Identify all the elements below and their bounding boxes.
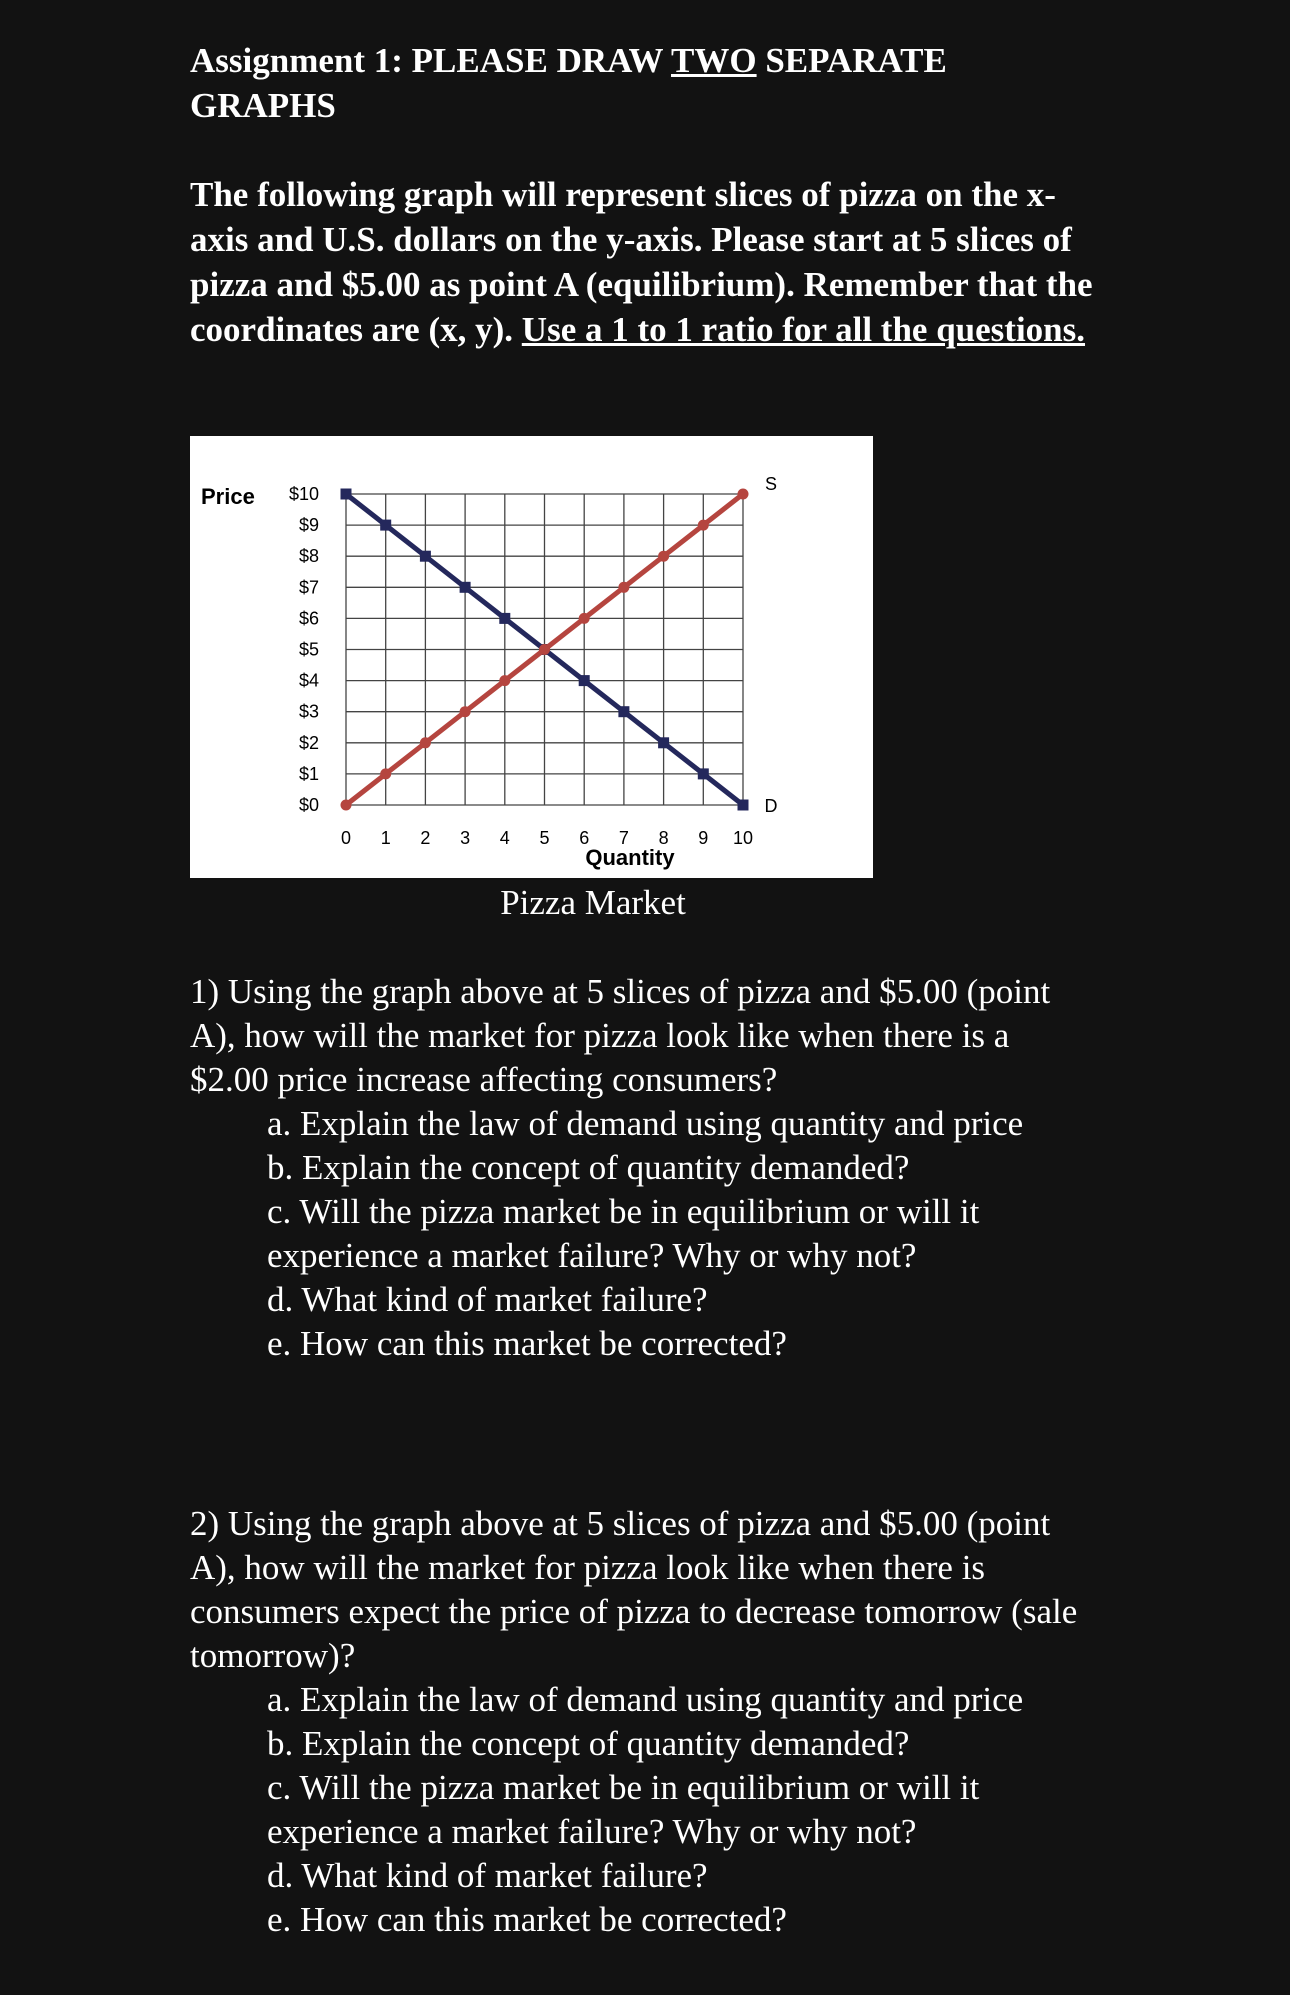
x-axis-ticks bbox=[341, 828, 753, 848]
series-s-point bbox=[579, 613, 590, 624]
series-d-legend-label: D bbox=[764, 796, 778, 816]
x-tick-label: 8 bbox=[658, 828, 669, 848]
series-d-point bbox=[499, 613, 510, 624]
y-tick-label: $4 bbox=[298, 670, 319, 691]
series-s-point bbox=[499, 675, 510, 686]
y-tick-label: $2 bbox=[298, 732, 319, 753]
question-2-prompt: 2) Using the graph above at 5 slices of pizza and $5.00 (point A), how will the market for pizza look like when there is consumers expect the price of pizza to decrease tomorrow (sale tomorrow)? bbox=[190, 1504, 1078, 1675]
title-text: Assignment 1: PLEASE DRAW bbox=[190, 41, 672, 80]
series-s-point bbox=[738, 489, 749, 500]
series-s-point bbox=[460, 706, 471, 717]
title-underlined-word: TWO bbox=[671, 41, 757, 80]
series-d-point bbox=[380, 520, 391, 531]
series-s-point bbox=[658, 551, 669, 562]
pizza-market-graph bbox=[190, 436, 873, 878]
y-tick-label: $6 bbox=[298, 608, 319, 629]
instructions-underlined: Use a 1 to 1 ratio for all the questions. bbox=[521, 310, 1086, 349]
x-tick-label: 5 bbox=[539, 828, 550, 848]
series-s-point bbox=[539, 644, 550, 655]
x-tick-label: 0 bbox=[340, 828, 352, 848]
y-tick-label: $0 bbox=[298, 795, 319, 815]
x-tick-label: 1 bbox=[380, 828, 391, 848]
series-d-point bbox=[341, 489, 352, 500]
series-d-point bbox=[738, 800, 749, 811]
question-2 bbox=[190, 1502, 1090, 1942]
y-tick-label: $3 bbox=[298, 701, 319, 722]
y-tick-label: $10 bbox=[288, 484, 319, 504]
question-2-item-a: a. Explain the law of demand using quantity and price bbox=[267, 1680, 1024, 1719]
series-d-point bbox=[460, 582, 471, 593]
x-tick-label: 10 bbox=[732, 828, 754, 848]
x-tick-label: 7 bbox=[618, 828, 629, 848]
series-s-legend-label: S bbox=[764, 474, 778, 494]
graph-caption: Pizza Market bbox=[500, 883, 686, 922]
y-tick-label: $7 bbox=[298, 577, 319, 598]
x-tick-label: 4 bbox=[499, 828, 510, 848]
y-axis-ticks bbox=[289, 484, 319, 815]
series-s-point bbox=[380, 768, 391, 779]
series-d-point bbox=[618, 706, 629, 717]
series-d-point bbox=[658, 737, 669, 748]
question-1-item-c: c. Will the pizza market be in equilibrium or will it experience a market failure? Why or why not? bbox=[267, 1192, 980, 1275]
x-tick-label: 3 bbox=[460, 828, 471, 848]
question-1-item-a: a. Explain the law of demand using quantity and price bbox=[267, 1104, 1024, 1143]
series-d-point bbox=[420, 551, 431, 562]
series-s-point bbox=[420, 737, 431, 748]
instructions-text: The following graph will represent slices of pizza on the x-axis and U.S. dollars on the y-axis. Please start at 5 slices of pizza and $5.00 as point A (equilibrium). Remember that the coordinates are (x, y). bbox=[190, 175, 1093, 349]
assignment-title bbox=[190, 38, 1090, 128]
question-1-item-b: b. Explain the concept of quantity demanded? bbox=[267, 1148, 910, 1187]
question-2-item-e: e. How can this market be corrected? bbox=[267, 1900, 787, 1939]
series-d-point bbox=[698, 768, 709, 779]
y-tick-label: $9 bbox=[298, 515, 319, 536]
question-1-item-e: e. How can this market be corrected? bbox=[267, 1324, 787, 1363]
y-tick-label: $1 bbox=[298, 763, 319, 784]
y-tick-label: $8 bbox=[298, 546, 319, 567]
x-axis-label: Quantity bbox=[585, 845, 675, 870]
question-1-prompt: 1) Using the graph above at 5 slices of pizza and $5.00 (point A), how will the market for pizza look like when there is a $2.00 price increase affecting consumers? bbox=[190, 972, 1051, 1099]
series-s-point bbox=[341, 800, 352, 811]
series-s-point bbox=[618, 582, 629, 593]
question-1 bbox=[190, 970, 1090, 1366]
x-tick-label: 2 bbox=[420, 828, 431, 848]
instructions-paragraph bbox=[190, 172, 1110, 352]
series-s-point bbox=[698, 520, 709, 531]
y-tick-label: $5 bbox=[298, 639, 319, 660]
y-axis-label: Price bbox=[201, 484, 255, 509]
x-tick-label: 6 bbox=[579, 828, 590, 848]
title-text-end: SEPARATE GRAPHS bbox=[190, 41, 947, 125]
x-tick-label: 9 bbox=[698, 828, 709, 848]
question-2-item-c: c. Will the pizza market be in equilibrium or will it experience a market failure? Why or why not? bbox=[267, 1768, 980, 1851]
supply-demand-chart bbox=[190, 436, 873, 878]
series-d-point bbox=[579, 675, 590, 686]
question-2-item-d: d. What kind of market failure? bbox=[267, 1856, 708, 1895]
question-1-item-d: d. What kind of market failure? bbox=[267, 1280, 708, 1319]
question-2-item-b: b. Explain the concept of quantity demanded? bbox=[267, 1724, 910, 1763]
